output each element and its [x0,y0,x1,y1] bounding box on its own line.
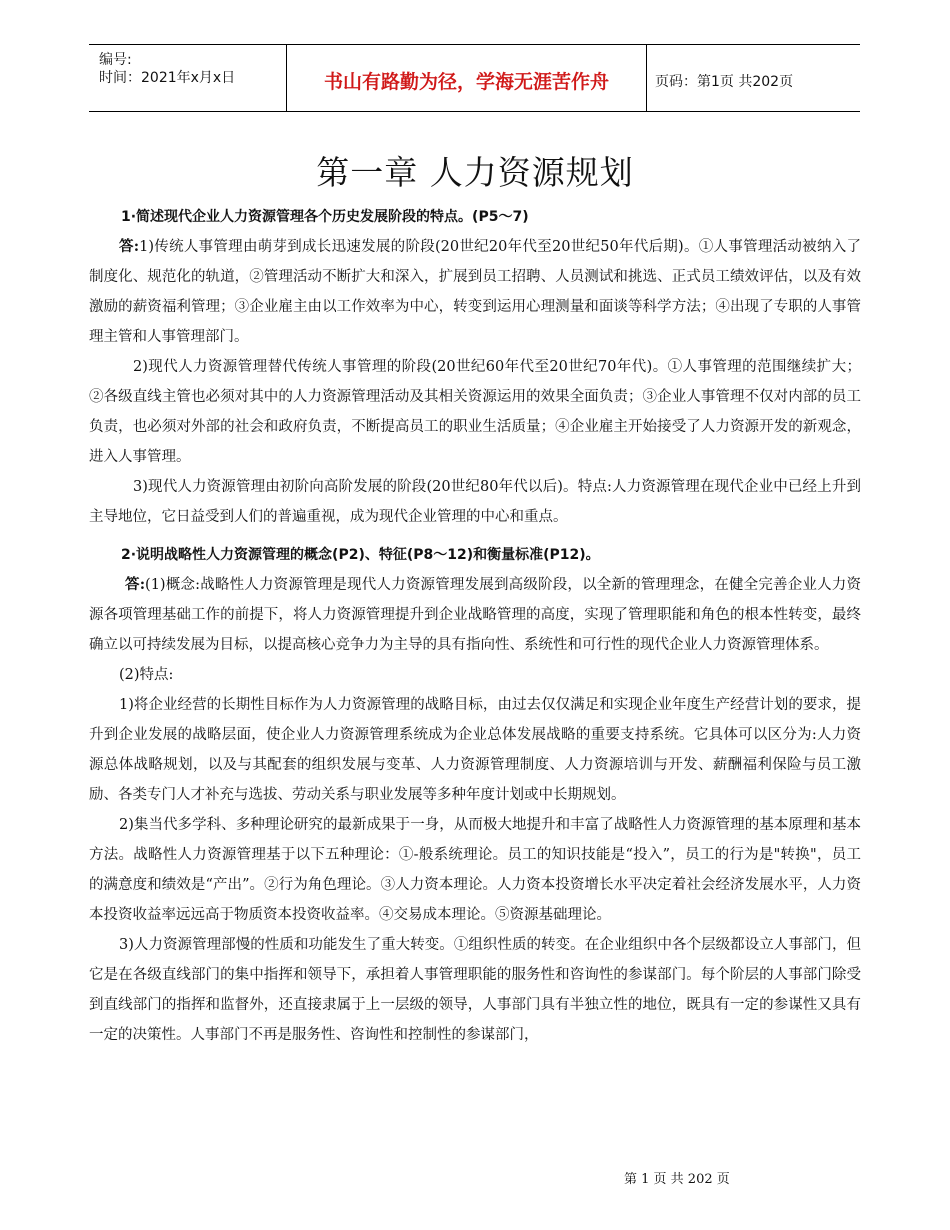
document-header [89,44,860,112]
header-meta-cell [89,45,286,111]
q1-paragraph-3: 3)现代人力资源管理由初阶向高阶发展的阶段(20世纪80年代以后)。特点:人力资源管理在现代企业中已经上升到主导地位，它日益受到人们的普遍重视，成为现代企业管理的中心和重点。 [89,479,861,525]
motto-text: 书山有路勤为径，学海无涯苦作舟 [323,71,609,93]
question-1-title: 1·简述现代企业人力资源管理各个历史发展阶段的特点。(P5～7) [121,209,529,225]
q2-paragraph-5: 3)人力资源管理部慢的性质和功能发生了重大转变。①组织性质的转变。在企业组织中各个层级都设立人事部门，但它是在各级直线部门的集中指挥和领导下，承担着人事管理职能的服务性和咨询性的参谋部门。每个阶层的人事部门除受到直线部门的指挥和监督外，还直接隶属于上一层级的领导，人事部门具有半独立性的地位，既具有一定的参谋性又具有一定的决策性。人事部门不再是服务性、咨询性和控制性的参谋部门， [89,937,861,1043]
number-label: 编号: [99,52,132,68]
q2-paragraph-1 [89,570,861,660]
q1-paragraph-1-text: 1)传统人事管理由萌芽到成长迅速发展的阶段(20世纪20年代至20世纪50年代后期)。①人事管理活动被纳入了制度化、规范化的轨道，②管理活动不断扩大和深入，扩展到员工招聘、人员测试和挑选、正式员工绩效评估，以及有效激励的薪资福利管理；③企业雇主由以工作效率为中心，转变到运用心理测量和面谈等科学方法；④出现了专职的人事管理主管和人事管理部门。 [89,239,862,345]
q1-paragraph-2: 2)现代人力资源管理替代传统人事管理的阶段(20世纪60年代至20世纪70年代)。①人事管理的范围继续扩大； ②各级直线主管也必须对其中的人力资源管理活动及其相关资源运用的效果全面负责；③企业人事管理不仅对内部的员工负责，也必须对外部的社会和政府负责，不断提高员工的职业生活质量；④企业雇主开始接受了人力资源开发的新观念，进入人事管理。 [89,359,861,465]
header-motto-cell [286,45,647,111]
time-label: 时间：2021年x月x日 [99,70,236,86]
q2-paragraph-3: 1)将企业经营的长期性目标作为人力资源管理的战略目标，由过去仅仅满足和实现企业年度生产经营计划的要求，提升到企业发展的战略层面，使企业人力资源管理系统成为企业总体发展战略的重要支持系统。它具体可以区分为:人力资源总体战略规划，以及与其配套的组织发展与变革、人力资源管理制度、人力资源培训与开发、薪酬福利保险与员工激励、各类专门人才补充与选拔、劳动关系与职业发展等多种年度计划或中长期规划。 [89,697,861,803]
header-page-cell [646,45,860,111]
q2-paragraph-1-text: (1)概念:战略性人力资源管理是现代人力资源管理发展到高级阶段，以全新的管理理念，在健全完善企业人力资源各项管理基础工作的前提下，将人力资源管理提升到企业战略管理的高度，实现了管理职能和角色的根本性转变，最终确立以可持续发展为目标，以提高核心竞争力为主导的具有指向性、系统性和可行性的现代企业人力资源管理体系。 [89,577,861,653]
q2-paragraph-2: (2)特点: [119,667,174,683]
q2-paragraph-4: 2)集当代多学科、多种理论研究的最新成果于一身，从而极大地提升和丰富了战略性人力资源管理的基本原理和基本方法。战略性人力资源管理基于以下五种理论：①-般系统理论。员工的知识技能是“投入”，员工的行为是"转换"，员工的满意度和绩效是“产出”。②行为角色理论。③人力资本理论。人力资本投资增长水平决定着社会经济发展水平，人力资本投资收益率远远高于物质资本投资收益率。④交易成本理论。⑤资源基础理论。 [89,817,861,923]
answer-label: 答: [125,576,146,593]
answer-label: 答: [119,238,140,255]
page-footer: 第 1 页 共 202 页 [624,1172,730,1187]
page-code: 页码：第1页 共202页 [655,74,794,90]
chapter-title: 第一章 人力资源规划 [316,153,634,192]
document-body [89,202,861,1050]
question-2-title: 2·说明战略性人力资源管理的概念(P2)、特征(P8～12)和衡量标准(P12)。 [121,547,600,563]
q1-paragraph-1 [89,232,861,352]
